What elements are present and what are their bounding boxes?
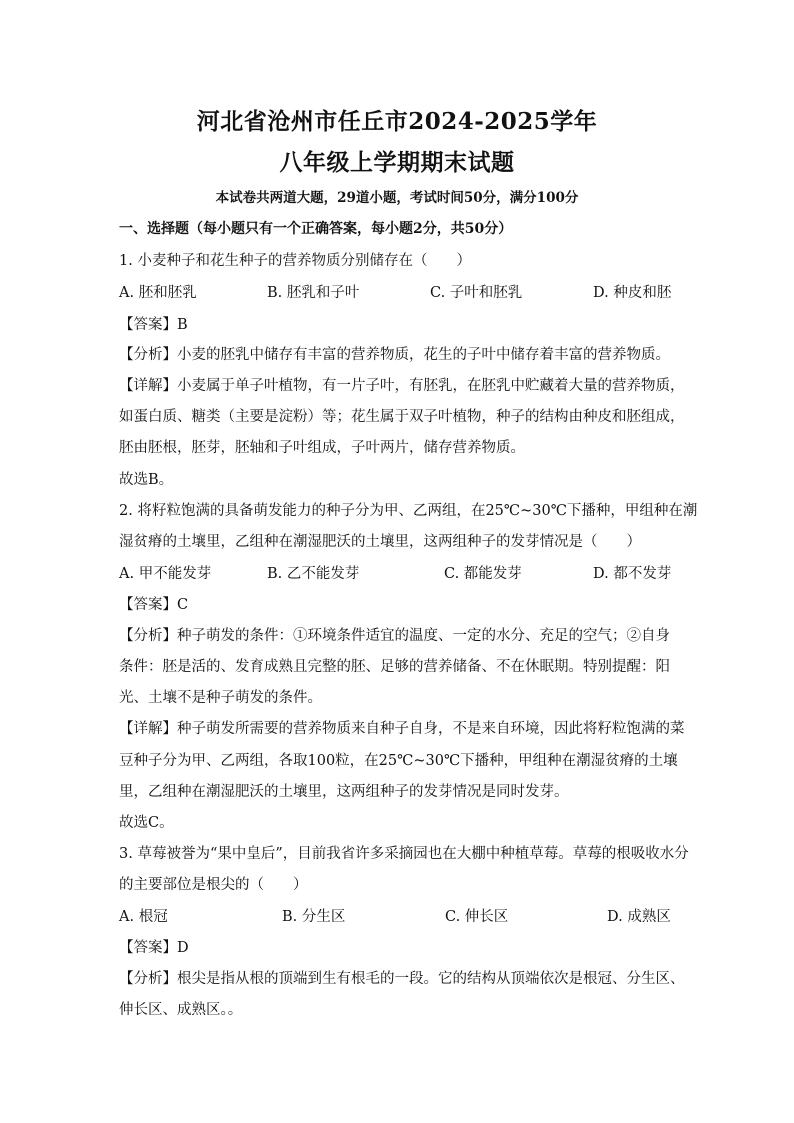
q2-analysis-line: 【分析】种子萌发的条件：①环境条件适宜的温度、一定的水分、充足的空气；②自身 — [119, 628, 670, 644]
q3-option-b: B. 分生区 — [282, 909, 346, 925]
q1-conclusion: 故选B。 — [119, 472, 174, 488]
q1-option-b: B. 胚乳和子叶 — [267, 285, 360, 301]
exam-subtitle: 本试卷共两道大题，29道小题，考试时间50分，满分100分 — [215, 190, 579, 206]
q2-detail-line: 里，乙组种在潮湿肥沃的土壤里，这两组种子的发芽情况是同时发芽。 — [119, 784, 569, 800]
exam-title-line1: 河北省沧州市任丘市2024-2025学年 — [196, 108, 598, 135]
q1-stem: 1. 小麦种子和花生种子的营养物质分别储存在（ ） — [119, 253, 471, 269]
q2-answer: 【答案】C — [119, 597, 189, 613]
q1-detail-line: 如蛋白质、糖类（主要是淀粉）等；花生属于双子叶植物，种子的结构由种皮和胚组成， — [119, 409, 685, 425]
exam-title-line2: 八年级上学期期末试题 — [279, 149, 515, 176]
q3-option-c: C. 伸长区 — [445, 909, 509, 925]
q1-option-a: A. 胚和胚乳 — [119, 285, 197, 301]
q2-analysis-line: 光、土壤不是种子萌发的条件。 — [119, 690, 322, 706]
section-heading: 一、选择题（每小题只有一个正确答案，每小题2分，共50分） — [119, 221, 513, 237]
q1-answer: 【答案】B — [119, 317, 188, 333]
q2-detail-line: 【详解】种子萌发所需要的营养物质来自种子自身，不是来自环境，因此将籽粒饱满的菜 — [119, 721, 685, 737]
q1-option-d: D. 种皮和胚 — [593, 285, 672, 301]
q2-option-d: D. 都不发芽 — [593, 566, 672, 582]
q3-answer: 【答案】D — [119, 940, 189, 956]
q2-option-b: B. 乙不能发芽 — [267, 566, 360, 582]
q3-analysis-line: 【分析】根尖是指从根的顶端到生有根毛的一段。它的结构从顶端依次是根冠、分生区、 — [119, 971, 685, 987]
q3-stem-line: 的主要部位是根尖的（ ） — [119, 877, 308, 893]
q2-analysis-line: 条件：胚是活的、发育成熟且完整的胚、足够的营养储备、不在休眠期。特别提醒：阳 — [119, 659, 670, 675]
q2-option-c: C. 都能发芽 — [444, 566, 522, 582]
q3-option-a: A. 根冠 — [119, 909, 168, 925]
q3-option-d: D. 成熟区 — [607, 909, 671, 925]
q1-detail-line: 胚由胚根，胚芽，胚轴和子叶组成，子叶两片，储存营养物质。 — [119, 440, 525, 456]
q1-analysis: 【分析】小麦的胚乳中储存有丰富的营养物质，花生的子叶中储存着丰富的营养物质。 — [119, 347, 670, 363]
q1-detail-line: 【详解】小麦属于单子叶植物，有一片子叶，有胚乳，在胚乳中贮藏着大量的营养物质， — [119, 378, 685, 394]
q2-detail-line: 豆种子分为甲、乙两组，各取100粒，在25℃~30℃下播种，甲组种在潮湿贫瘠的土壤 — [119, 753, 678, 769]
q3-analysis-line: 伸长区、成熟区。。 — [119, 1002, 243, 1018]
q1-option-c: C. 子叶和胚乳 — [430, 285, 523, 301]
q2-stem-line: 2. 将籽粒饱满的具备萌发能力的种子分为甲、乙两组，在25℃~30℃下播种，甲组种在潮 — [119, 503, 698, 519]
q3-stem-line: 3. 草莓被誉为“果中皇后”，目前我省许多采摘园也在大棚中种植草莓。草莓的根吸收水分 — [119, 846, 689, 862]
q2-conclusion: 故选C。 — [119, 815, 174, 831]
q2-stem-line: 湿贫瘠的土壤里，乙组种在潮湿肥沃的土壤里，这两组种子的发芽情况是（ ） — [119, 534, 641, 550]
q2-option-a: A. 甲不能发芽 — [119, 566, 212, 582]
